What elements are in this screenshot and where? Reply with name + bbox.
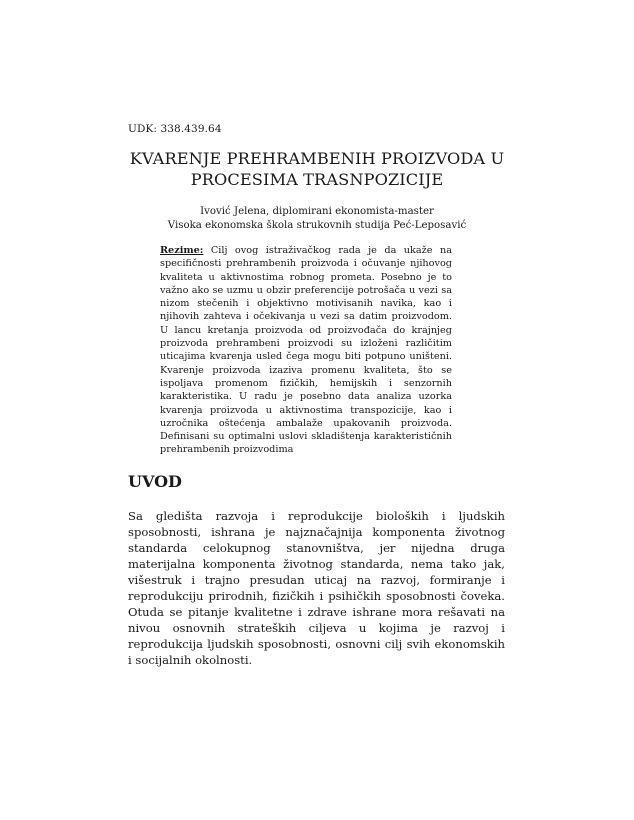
author-affiliation: Visoka ekonomska škola strukovnih studija Peć-Leposavić <box>167 219 467 231</box>
section-heading: UVOD <box>128 472 182 491</box>
paper-title-line-1: KVARENJE PREHRAMBENIH PROIZVODA U <box>129 149 505 168</box>
abstract-text: Cilj ovog istraživačkog rada je da ukaže na specifičnosti prehrambenih proizvoda i očuvanje njihovog kvaliteta u aktivnostima robnog prometa. Posebno je to važno ako se uzmu u obzir preferencije potrošača u vezi sa nizom stečenih i objektivno motivisanih navika, kao i njihovih zahteva i očekivanja u vezi sa datim proizvodom. U lancu kretanja proizvoda od proizvođača do krajnjeg proizvoda prehrambeni proizvodi su izloženi različitim uticajima kvarenja usled čega mogu biti potpuno uništeni. Kvarenje proizvoda izaziva promenu kvaliteta, što se ispoljava promenom fizičkih, hemijskih i senzornih karakteristika. U radu je posebno data analiza uzorka kvarenja proizvoda u aktivnostima transpozicije, kao i uzročnika oštećenja ambalaže upakovanih proizvoda. Definisani su optimalni uslovi skladištenja karakterističnih prehrambenih proizvodima <box>160 245 452 456</box>
abstract <box>160 244 452 457</box>
abstract-label: Rezime: <box>160 245 204 256</box>
author-name: Ivović Jelena, diplomirani ekonomista-master <box>200 206 434 217</box>
paper-title-line-2: PROCESIMA TRASNPOZICIJE <box>190 170 444 189</box>
author-block <box>150 205 484 232</box>
paper-title <box>110 148 524 190</box>
udk-code: UDK: 338.439.64 <box>128 123 222 135</box>
body-paragraph: Sa gledišta razvoja i reprodukcije bioloških i ljudskih sposobnosti, ishrana je najznačajnija komponenta životnog standarda celokupnog stanovništva, jer nijedna druga materijalna komponenta životnog standarda, nema tako jak, višestruk i trajno presudan uticaj na razvoj, formiranje i reprodukciju prirodnih, fizičkih i psihičkih sposobnosti čoveka. Otuda se pitanje kvalitetne i zdrave ishrane mora rešavati na nivou osnovnih strateških ciljeva u kojima je razvoj i reprodukcija ljudskih sposobnosti, osnovni cilj svih ekonomskih i socijalnih okolnosti. <box>128 509 505 667</box>
